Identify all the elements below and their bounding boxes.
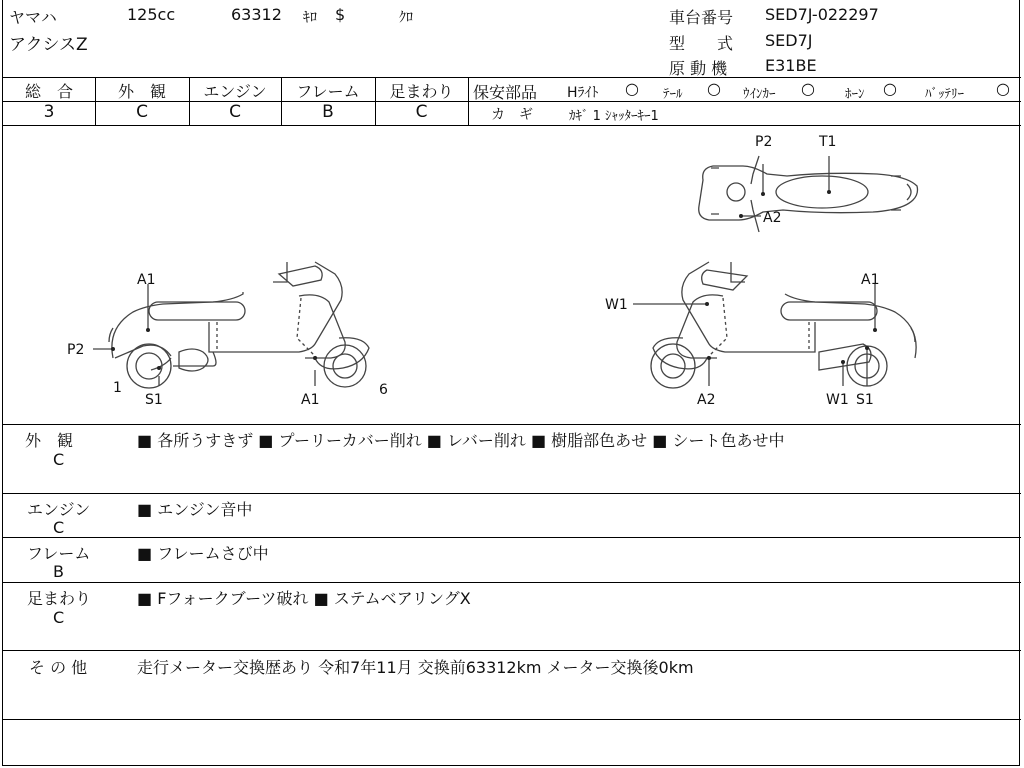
remark-exterior-grade: C xyxy=(53,450,65,469)
right-a1-label: A1 xyxy=(861,272,880,288)
top-a2-label: A2 xyxy=(763,210,782,226)
tail-label: ﾃｰﾙ xyxy=(663,87,683,102)
model-code: SED7J xyxy=(765,31,813,50)
frame-label: フレーム xyxy=(296,82,360,101)
damage-diagram xyxy=(3,126,1021,424)
remark-engine-label: エンジン xyxy=(27,500,91,519)
mileage: 63312 xyxy=(231,5,282,24)
remark-other-label: そ の 他 xyxy=(29,658,88,677)
overall-label: 総 合 xyxy=(24,82,73,101)
divider xyxy=(3,719,1021,720)
left-p2-label: P2 xyxy=(67,342,85,358)
battery-label: ﾊﾞｯﾃﾘｰ xyxy=(925,87,964,102)
displacement: 125cc xyxy=(127,5,176,24)
exterior-grade: C xyxy=(136,102,148,122)
headlight-mark: ○ xyxy=(625,79,639,98)
remark-suspension-grade: C xyxy=(53,608,65,627)
remark-suspension-text: ■ Fフォークブーツ破れ ■ ステムベアリングX xyxy=(137,589,471,608)
top-t1-label: T1 xyxy=(819,134,837,150)
remark-frame-label: フレーム xyxy=(27,544,91,563)
overall-grade: 3 xyxy=(43,102,55,122)
remark-frame-text: ■ フレームさび中 xyxy=(137,544,269,563)
engine-grade: C xyxy=(229,102,241,122)
engine-code: E31BE xyxy=(765,56,817,75)
left-a1b-label: A1 xyxy=(301,392,320,408)
key-value: ｶｷﾞ 1 ｼｬｯﾀｰｷｰ1 xyxy=(569,109,659,124)
engine-label: エンジン xyxy=(203,82,267,101)
engine-code-label: 原 動 機 xyxy=(669,59,728,78)
left-s1-label: S1 xyxy=(145,392,163,408)
remark-exterior-text: ■ 各所うすきず ■ プーリーカバー削れ ■ レバー削れ ■ 樹脂部色あせ ■ シート色あせ中 xyxy=(137,431,785,450)
currency: $ xyxy=(335,5,346,24)
left-num1-label: 1 xyxy=(113,380,122,396)
right-s1-label: S1 xyxy=(856,392,874,408)
key-label: カ ギ xyxy=(491,107,533,123)
right-w1b-label: W1 xyxy=(826,392,849,408)
remark-suspension-label: 足まわり xyxy=(27,589,92,608)
model-name: アクシスZ xyxy=(9,35,88,55)
remark-other-text: 走行メーター交換歴あり 令和7年11月 交換前63312km メーター交換後0km xyxy=(137,658,694,677)
top-p2-label: P2 xyxy=(755,134,773,150)
divider xyxy=(3,493,1021,494)
remark-engine-text: ■ エンジン音中 xyxy=(137,500,253,519)
model-code-label: 型 式 xyxy=(669,34,734,53)
safety-label: 保安部品 xyxy=(473,83,538,102)
left-a1-label: A1 xyxy=(137,272,156,288)
divider xyxy=(3,582,1021,583)
tail-mark: ○ xyxy=(707,79,721,98)
right-w1-label: W1 xyxy=(605,297,628,313)
divider xyxy=(3,537,1021,538)
horn-mark: ○ xyxy=(883,79,897,98)
mileage-unit: ｷﾛ xyxy=(303,10,317,26)
inspection-sheet xyxy=(2,0,1020,766)
frame-no-label: 車台番号 xyxy=(669,8,734,27)
exterior-label: 外 観 xyxy=(117,82,166,101)
suspension-label: 足まわり xyxy=(389,82,454,101)
right-a2-label: A2 xyxy=(697,392,716,408)
divider xyxy=(3,424,1021,425)
suspension-grade: C xyxy=(415,102,428,122)
winker-mark: ○ xyxy=(801,79,815,98)
winker-label: ｳｲﾝｶｰ xyxy=(743,87,776,102)
maker: ヤマハ xyxy=(9,8,57,27)
frame-grade: B xyxy=(322,102,334,122)
remark-engine-grade: C xyxy=(53,518,65,537)
left-num6-label: 6 xyxy=(379,382,388,398)
divider xyxy=(3,650,1021,651)
scooter-top-view xyxy=(699,156,918,232)
remark-exterior-label: 外 観 xyxy=(25,431,74,450)
battery-mark: ○ xyxy=(996,79,1010,98)
headlight-label: Hﾗｲﾄ xyxy=(567,85,599,101)
remark-frame-grade: B xyxy=(53,562,64,581)
divider xyxy=(3,77,1021,78)
frame-no: SED7J-022297 xyxy=(765,5,879,24)
divider xyxy=(468,77,469,125)
horn-label: ﾎｰﾝ xyxy=(845,87,865,102)
color: ｸﾛ xyxy=(399,10,413,26)
